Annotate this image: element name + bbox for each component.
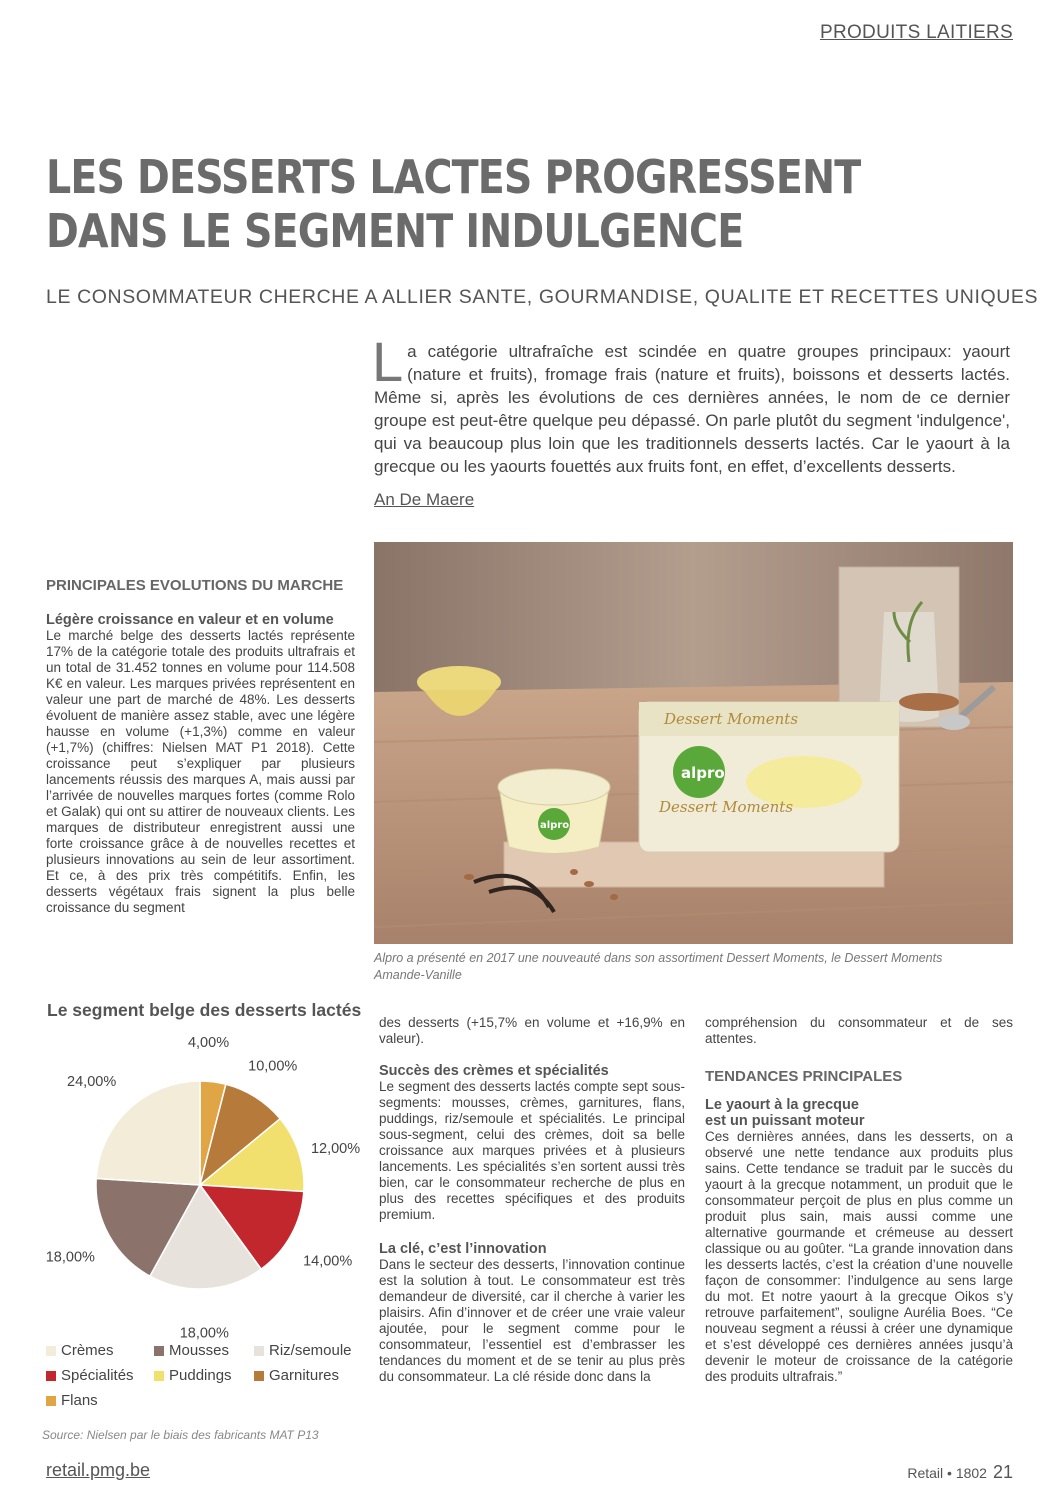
title-line-1: LES DESSERTS LACTES PROGRESSENT: [46, 150, 861, 204]
issue-label: Retail • 1802: [907, 1465, 987, 1481]
chart-legend: [46, 1342, 366, 1409]
pie-label-garnitures: 10,00%: [248, 1058, 298, 1075]
right-paragraph-2: Ces dernières années, dans les desserts, on a observé une nette tendance aux produits plus sains. Cette tendance se traduit par le succès du yaourt à la grecque notamment, un produit que le consommateur perçoit de plus en plus comme un produit plus sain, mais aussi comme une alternative gourmande et crémeuse au dessert classique ou au goûter. “La grande innovation dans les desserts lactés, c’est la création d’une nouvelle façon de consommer: l’indulgence au sens large du mot. Et notre yaourt à la grecque Oikos s’y retrouve parfaitement”, souligne Aurélia Boes. “Ce nouveau segment a réussi à créer une dynamique et s’est développé ces dernières années jusqu’à devenir le moteur de croissance de la catégorie des produits ultrafrais.”: [705, 1129, 1013, 1384]
footer-issue: [907, 1462, 1013, 1483]
middle-paragraph-1: des desserts (+15,7% en volume et +16,9% en valeur).: [379, 1015, 685, 1046]
legend-item-puddings: [154, 1367, 254, 1384]
chart-source: Source: Nielsen par le biais des fabricants MAT P13: [42, 1428, 319, 1442]
section-tag: PRODUITS LAITIERS: [819, 22, 1013, 43]
chart-title: Le segment belge des desserts lactés: [47, 1000, 362, 1020]
section-heading-trends: TENDANCES PRINCIPALES: [705, 1068, 903, 1085]
legend-item-garnitures: [254, 1367, 366, 1384]
almond-pile: [899, 693, 959, 711]
photo-caption: Alpro a présenté en 2017 une nouveauté dans son assortiment Dessert Moments, le Dessert Moments Amande-Vanille: [374, 951, 943, 982]
single-cup-lid: [498, 769, 610, 805]
pie-slice-cr-mes: [96, 1081, 200, 1185]
alpro-logo-text: alpro: [681, 764, 725, 782]
legend-label: Garnitures: [269, 1367, 340, 1384]
legend-swatch: [254, 1346, 264, 1356]
scoop-bowl: [938, 714, 970, 730]
legend-item-cr-mes: [46, 1342, 154, 1359]
dropcap: L: [372, 330, 404, 393]
pie-label-cr-mes: 24,00%: [67, 1073, 117, 1090]
pie-label-riz-semoule: 18,00%: [179, 1325, 229, 1342]
title-line-2: DANS LE SEGMENT INDULGENCE: [46, 204, 744, 258]
pack-product-text: Dessert Moments: [664, 710, 799, 728]
pie-label-mousses: 18,00%: [45, 1249, 95, 1266]
subheading-greek-yogurt-2: est un puissant moteur: [705, 1113, 865, 1129]
legend-label: Riz/semoule: [269, 1342, 352, 1359]
intro-paragraph: [372, 330, 1010, 478]
legend-item-riz-semoule: [254, 1342, 366, 1359]
legend-label: Spécialités: [61, 1367, 134, 1384]
column-right: [705, 1015, 1013, 1385]
legend-item-mousses: [154, 1342, 254, 1359]
subheading-growth: Légère croissance en valeur et en volume: [46, 612, 334, 628]
legend-swatch: [46, 1371, 56, 1381]
legend-swatch: [154, 1346, 164, 1356]
subheading-cremes: Succès des crèmes et spécialités: [379, 1063, 609, 1079]
right-paragraph-1: compréhension du consommateur et de ses attentes.: [705, 1015, 1013, 1046]
column-left: [46, 578, 355, 916]
website-link[interactable]: retail.pmg.be: [46, 1460, 151, 1480]
intro-text: a catégorie ultrafraîche est scindée en quatre groupes principaux: yaourt (nature et fruits), fromage frais (nature et fruits), boissons et desserts lactés. Même si, après les évolutions de ces dernières années, le nom de ce dernier groupe est peut-être quelque peu dépassé. On parle plutôt du segment 'indulgence', qui va beaucoup plus loin que les traditionnels desserts lactés. Car le yaourt à la grecque ou les yaourts fouettés aux fruits font, en effet, d’excellents desserts.: [374, 342, 1010, 476]
column-middle: [379, 1015, 685, 1385]
legend-swatch: [154, 1371, 164, 1381]
legend-item-sp-cialit-s: [46, 1367, 154, 1384]
legend-label: Mousses: [169, 1342, 230, 1359]
pie-label-puddings: 12,00%: [310, 1141, 361, 1158]
page-number: 21: [992, 1462, 1013, 1482]
alpro-logo-cup-text: alpro: [540, 820, 570, 831]
subheading-innovation: La clé, c’est l’innovation: [379, 1241, 547, 1257]
pack-product-text-lower: Dessert Moments: [659, 798, 794, 816]
legend-item-flans: [46, 1392, 154, 1409]
pie-label-sp-cialit-s: 14,00%: [303, 1253, 353, 1270]
pie-label-flans: 4,00%: [187, 1035, 230, 1052]
subheading-greek-yogurt-1: Le yaourt à la grecque: [705, 1097, 859, 1113]
legend-swatch: [46, 1346, 56, 1356]
legend-swatch: [254, 1371, 264, 1381]
page-title: [46, 150, 872, 258]
product-photo: [374, 542, 1013, 944]
legend-label: Crèmes: [61, 1342, 114, 1359]
middle-paragraph-2: Le segment des desserts lactés compte sept sous-segments: mousses, crèmes, garnitures, flans, puddings, riz/semoule et spécialités. Le principal sous-segment, celui des crèmes, doit sa belle croissance aux marques privées et à plusieurs lancements. Les spécialités s’en sortent aussi très bien, car le consommateur recherche de plus en plus des recettes spécifiques et des produits premium.: [379, 1079, 685, 1222]
author-byline[interactable]: An De Maere: [374, 490, 475, 509]
section-heading-market: PRINCIPALES EVOLUTIONS DU MARCHE: [46, 577, 344, 594]
legend-swatch: [46, 1396, 56, 1406]
market-body-text: Le marché belge des desserts lactés représente 17% de la catégorie totale des produits ultrafrais et un total de 31.452 tonnes en volume pour 114.508 K€ en valeur. Les marques privées représentent en valeur une part de marché de 48%. Les desserts évoluent de manière assez stable, avec une légère hausse en volume (+1,3%) comme en valeur (+1,7%) (chiffres: Nielsen MAT P1 2018). Cette croissance peut s’expliquer par plusieurs lancements réussis des marques A, mais aussi par l’arrivée de nouvelles marques fortes (comme Rolo et Galak) qui ont su attirer de nouveaux clients. Les marques de distributeur enregistrent aussi une forte croissance grâce à de nouvelles recettes et plusieurs innovations au sein de leur assortiment. Et ce, à des prix très compétitifs. Enfin, les desserts végétaux frais signent la plus belle croissance du segment: [46, 628, 355, 915]
subheadline: LE CONSOMMATEUR CHERCHE A ALLIER SANTE, GOURMANDISE, QUALITE ET RECETTES UNIQUES: [46, 286, 1039, 308]
legend-label: Flans: [61, 1392, 98, 1409]
middle-paragraph-3: Dans le secteur des desserts, l’innovation continue est la solution à tout. Le consommateur est très demandeur de diversité, car il cherche à varier les plaisirs. Afin d’innover et de créer une vraie valeur ajoutée, pour le segment comme pour le consommateur, l’essentiel est d’embrasser les tendances du moment et de se tenir au plus près du consommateur. La clé réside donc dans la: [379, 1257, 685, 1384]
legend-label: Puddings: [169, 1367, 232, 1384]
pie-chart: [20, 1035, 365, 1342]
